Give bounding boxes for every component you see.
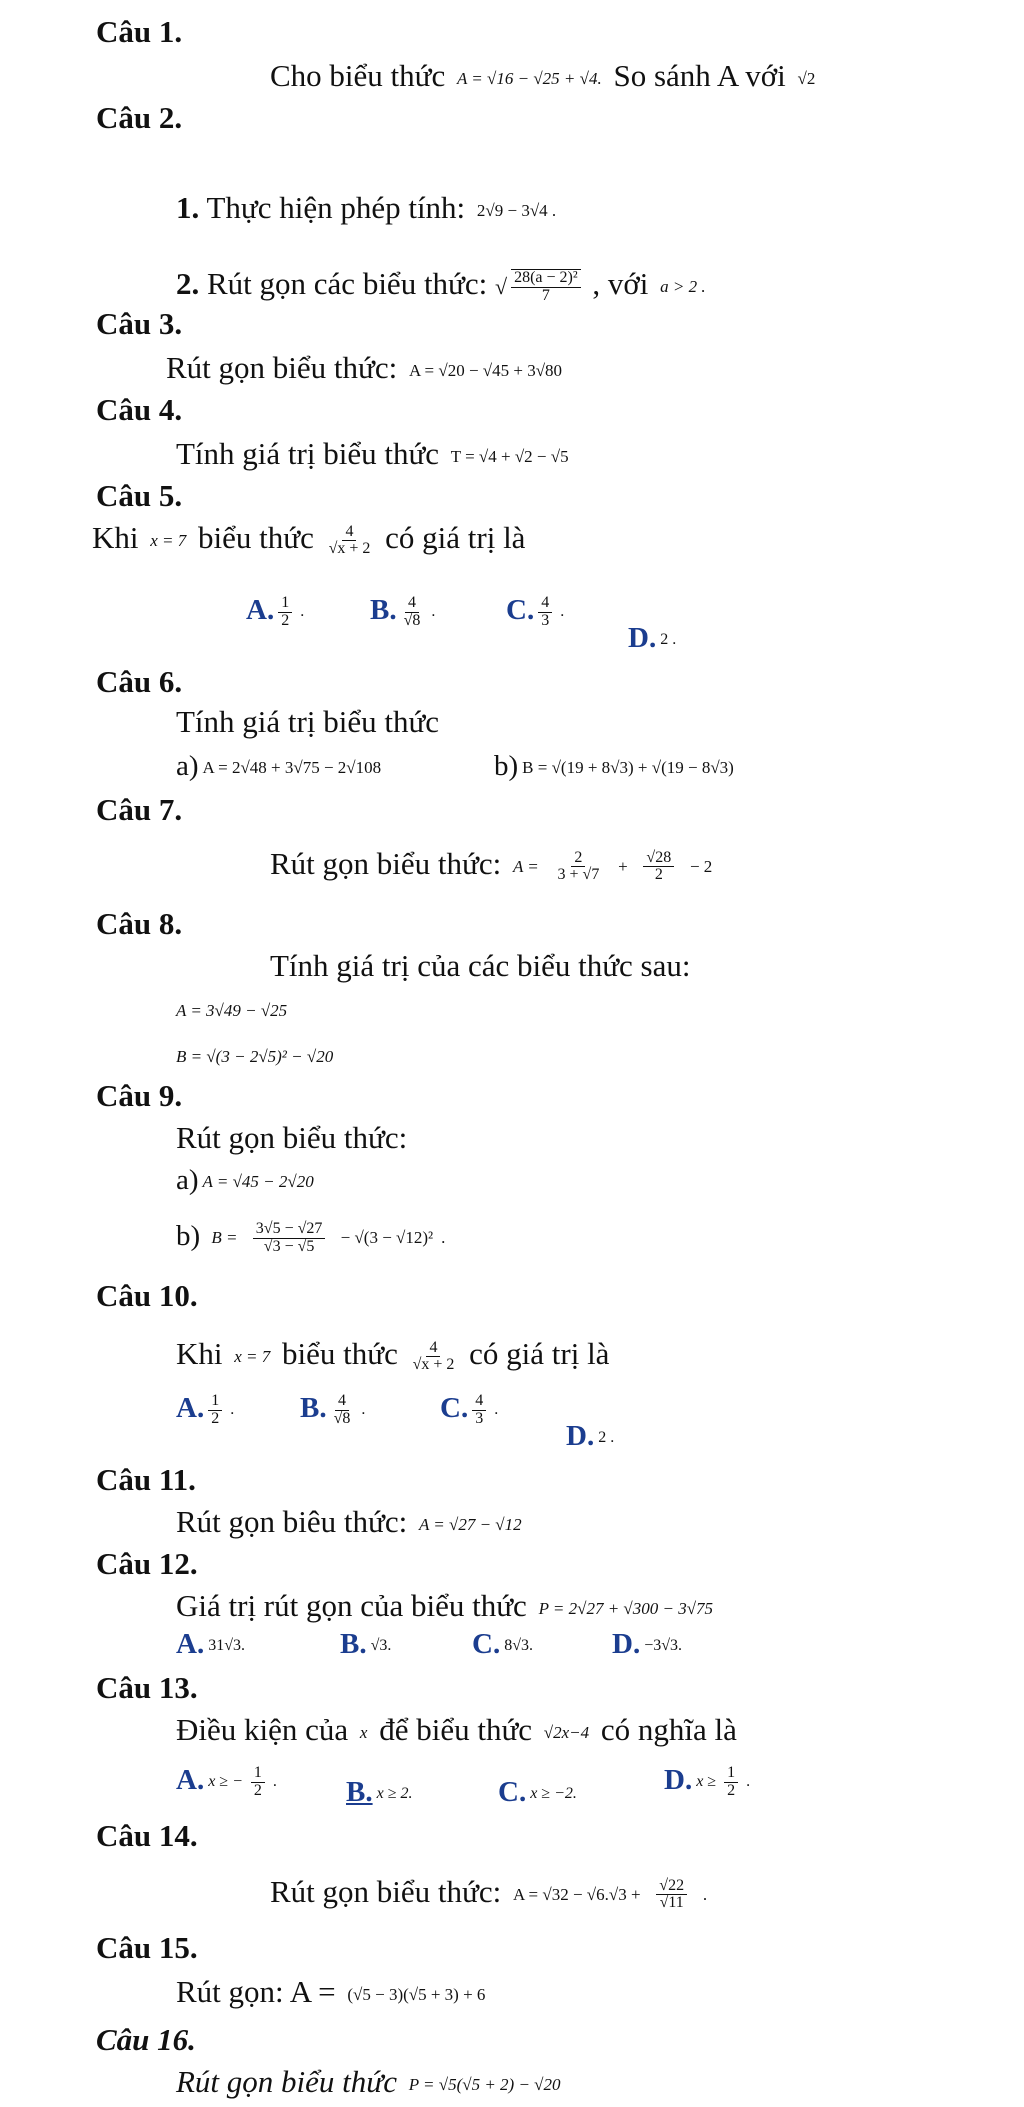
q13-option-c[interactable]: C. x ≥ −2. bbox=[498, 1776, 577, 1808]
question-10-body: Khi x = 7 biểu thức $\frac{4}{√x + 2}$ có giá trị là bbox=[176, 1336, 610, 1374]
q5-fraction: $\frac{4}{√x + 2}$ bbox=[328, 522, 371, 558]
q1-text: Cho biểu thức bbox=[270, 58, 446, 93]
question-8-title: Câu 8. bbox=[96, 906, 183, 941]
q12-option-d[interactable]: D. −3√3. bbox=[612, 1628, 683, 1660]
q8-expression-a: A = 3√49 − √25 bbox=[176, 1000, 288, 1020]
question-1-title: Câu 1. bbox=[96, 14, 183, 49]
q1-tail: So sánh A với bbox=[613, 58, 786, 93]
q5-option-c[interactable]: C. $\frac{4}{3}$ . bbox=[506, 594, 565, 629]
question-3-title: Câu 3. bbox=[96, 306, 183, 341]
q4-text: Tính giá trị biểu thức bbox=[176, 436, 440, 471]
question-4-title: Câu 4. bbox=[96, 392, 183, 427]
q3-text: Rút gọn biểu thức: bbox=[166, 350, 398, 385]
q2-part1-label: 1. bbox=[176, 190, 200, 225]
question-14-title: Câu 14. bbox=[96, 1818, 198, 1853]
q6-text: Tính giá trị biểu thức bbox=[176, 704, 440, 739]
q12-option-b[interactable]: B. √3. bbox=[340, 1628, 392, 1660]
question-11-title: Câu 11. bbox=[96, 1462, 196, 1497]
q5-pre: Khi bbox=[92, 520, 139, 555]
q5-condition: x = 7 bbox=[150, 530, 187, 550]
q10-option-a[interactable]: A. $\frac{1}{2}$ . bbox=[176, 1392, 235, 1427]
q2-part1-text: Thực hiện phép tính: bbox=[206, 190, 466, 225]
q4-expression: T = √4 + √2 − √5 bbox=[450, 446, 569, 466]
question-2-title: Câu 2. bbox=[96, 100, 183, 135]
question-2-part-2: 2. Rút gọn các biểu thức: √ $\frac{\text{28(a − 2)²}}{7}$ , với a > 2 . bbox=[176, 266, 706, 304]
q13-option-a[interactable]: A. x ≥ − $\frac{1}{2}$ . bbox=[176, 1764, 277, 1799]
q6-part-b: b) B = √(19 + 8√3) + √(19 − 8√3) bbox=[494, 750, 734, 782]
q8-text: Tính giá trị của các biểu thức sau: bbox=[270, 948, 691, 983]
q13-option-d[interactable]: D. x ≥ $\frac{1}{2}$ . bbox=[664, 1764, 751, 1799]
question-13-title: Câu 13. bbox=[96, 1670, 198, 1705]
question-9-title: Câu 9. bbox=[96, 1078, 183, 1113]
q10-option-d[interactable]: D. 2 . bbox=[566, 1420, 615, 1452]
question-13-body: Điều kiện của x để biểu thức √2x−4 có nghĩa là bbox=[176, 1712, 737, 1747]
q9-part-a: a) A = √45 − 2√20 bbox=[176, 1164, 314, 1196]
q5-option-b[interactable]: B. $\frac{4}{√8}$ . bbox=[370, 594, 436, 629]
question-12-title: Câu 12. bbox=[96, 1546, 198, 1581]
q5-post: có giá trị là bbox=[385, 520, 526, 555]
question-7-title: Câu 7. bbox=[96, 792, 183, 827]
question-5-title: Câu 5. bbox=[96, 478, 183, 513]
q12-option-a[interactable]: A. 31√3. bbox=[176, 1628, 245, 1660]
question-16-body: Rút gọn biểu thức P = √5(√5 + 2) − √20 bbox=[176, 2064, 561, 2099]
q2-part2-label: 2. bbox=[176, 266, 200, 301]
question-5-body bbox=[92, 520, 525, 558]
q5-option-a[interactable]: A. $\frac{1}{2}$ . bbox=[246, 594, 305, 629]
q1-tail-expression: √2 bbox=[797, 68, 816, 88]
q2-part2-text: Rút gọn các biểu thức: bbox=[207, 266, 488, 301]
question-6-title: Câu 6. bbox=[96, 664, 183, 699]
question-4-body bbox=[176, 436, 573, 472]
q1-expression: A = √16 − √25 + √4. bbox=[456, 68, 602, 88]
question-3-body bbox=[166, 350, 566, 386]
q12-option-c[interactable]: C. 8√3. bbox=[472, 1628, 533, 1660]
question-7-body: Rút gọn biểu thức: A = $\frac{2}{3 + √7}$ + $\frac{√28}{2}$ − 2 bbox=[270, 846, 713, 884]
q2-part2-condition: a > 2 . bbox=[660, 276, 706, 296]
q13-option-b[interactable]: B. x ≥ 2. bbox=[346, 1776, 413, 1808]
q5-mid: biểu thức bbox=[198, 520, 314, 555]
q3-expression: A = √20 − √45 + 3√80 bbox=[408, 360, 563, 380]
q2-part1-expression: 2√9 − 3√4 . bbox=[476, 200, 557, 220]
q2-part2-with: , với bbox=[592, 266, 649, 301]
question-10-title: Câu 10. bbox=[96, 1278, 198, 1313]
q10-option-b[interactable]: B. $\frac{4}{√8}$ . bbox=[300, 1392, 366, 1427]
question-14-body: Rút gọn biểu thức: A = √32 − √6.√3 + $\frac{√22}{√11}$ . bbox=[270, 1874, 708, 1912]
q8-expression-b: B = √(3 − 2√5)² − √20 bbox=[176, 1046, 334, 1066]
question-1-body bbox=[270, 58, 819, 94]
question-15-body: Rút gọn: A = (√5 − 3)(√5 + 3) + 6 bbox=[176, 1974, 486, 2009]
question-15-title: Câu 15. bbox=[96, 1930, 198, 1965]
q5-option-d[interactable]: D. 2 . bbox=[628, 622, 677, 654]
q6-part-a: a) A = 2√48 + 3√75 − 2√108 bbox=[176, 750, 382, 782]
question-12-body: Giá trị rút gọn của biểu thức P = 2√27 + √300 − 3√75 bbox=[176, 1588, 714, 1623]
q9-text: Rút gọn biểu thức: bbox=[176, 1120, 408, 1155]
question-16-title: Câu 16. bbox=[96, 2022, 196, 2057]
q9-part-b: b) B = $\frac{3√5 - √27}{√3 - √5}$ − √(3 − √12)² . bbox=[176, 1220, 446, 1255]
question-2-part-1 bbox=[176, 190, 560, 226]
q10-option-c[interactable]: C. $\frac{4}{3}$ . bbox=[440, 1392, 499, 1427]
q2-part2-fraction: $\frac{\text{28(a − 2)²}}{7}$ bbox=[511, 269, 581, 305]
question-11-body: Rút gọn biêu thức: A = √27 − √12 bbox=[176, 1504, 522, 1539]
